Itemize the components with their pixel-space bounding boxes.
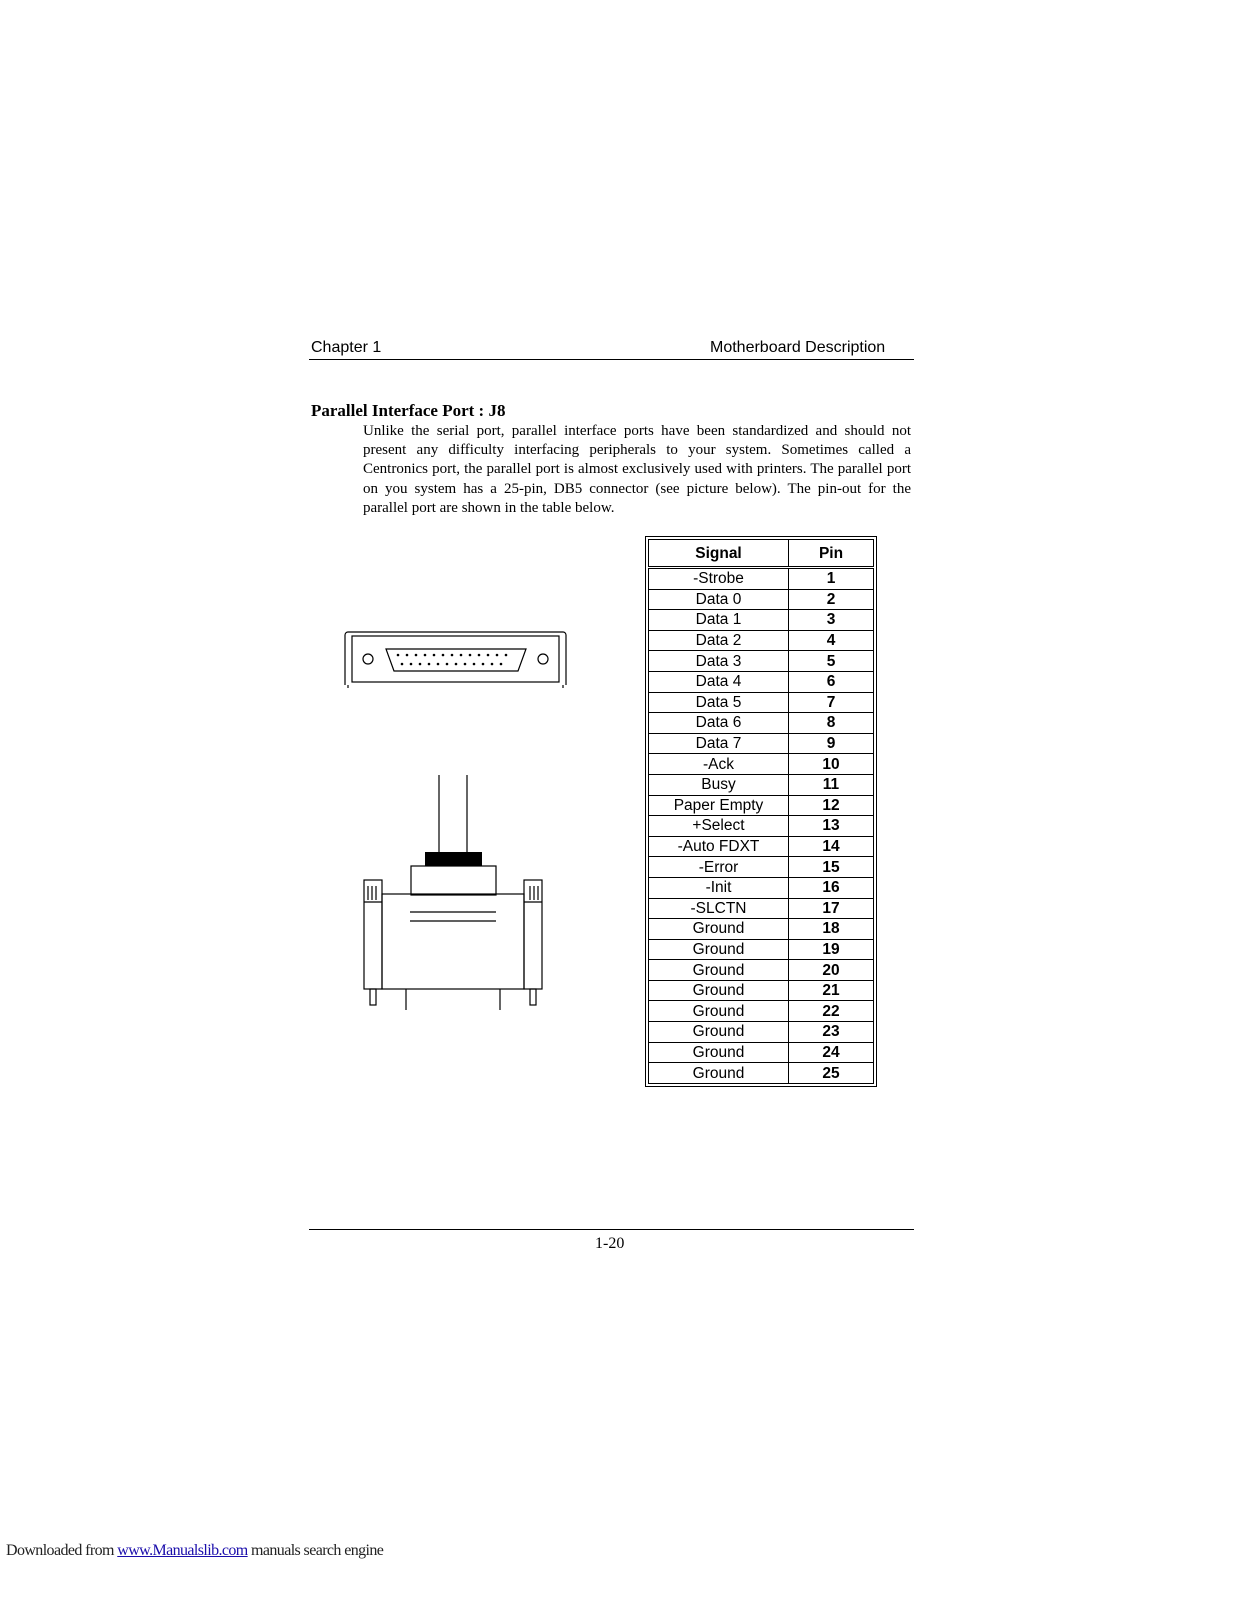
pin-cell: 12 bbox=[789, 795, 874, 816]
signal-cell: Data 7 bbox=[649, 733, 789, 754]
column-header-signal: Signal bbox=[649, 540, 789, 568]
pin-cell: 9 bbox=[789, 733, 874, 754]
table-row bbox=[649, 568, 874, 590]
download-note bbox=[6, 1542, 383, 1560]
signal-cell: Data 2 bbox=[649, 630, 789, 651]
pin-cell: 19 bbox=[789, 939, 874, 960]
signal-cell: Data 5 bbox=[649, 692, 789, 713]
signal-cell: Data 6 bbox=[649, 713, 789, 734]
pin-cell: 1 bbox=[789, 568, 874, 590]
table-row bbox=[649, 857, 874, 878]
table-row bbox=[649, 898, 874, 919]
pin-cell: 13 bbox=[789, 816, 874, 837]
pin-cell: 17 bbox=[789, 898, 874, 919]
pin-cell: 23 bbox=[789, 1022, 874, 1043]
section-header-title: Motherboard Description bbox=[710, 339, 886, 356]
signal-cell: Ground bbox=[649, 939, 789, 960]
pinout-table bbox=[648, 539, 874, 1084]
footer-rule bbox=[309, 1229, 914, 1230]
pin-cell: 24 bbox=[789, 1042, 874, 1063]
pin-cell: 5 bbox=[789, 651, 874, 672]
table-row bbox=[649, 1001, 874, 1022]
signal-cell: Data 4 bbox=[649, 671, 789, 692]
signal-cell: Ground bbox=[649, 1042, 789, 1063]
signal-cell: Ground bbox=[649, 1063, 789, 1084]
table-row bbox=[649, 671, 874, 692]
page-number: 1-20 bbox=[595, 1235, 625, 1252]
table-row bbox=[649, 651, 874, 672]
header-rule bbox=[309, 359, 914, 360]
pin-cell: 10 bbox=[789, 754, 874, 775]
signal-cell: Ground bbox=[649, 1001, 789, 1022]
signal-cell: Busy bbox=[649, 774, 789, 795]
column-header-pin: Pin bbox=[789, 540, 874, 568]
table-row bbox=[649, 960, 874, 981]
table-row bbox=[649, 836, 874, 857]
table-row bbox=[649, 774, 874, 795]
signal-cell: Paper Empty bbox=[649, 795, 789, 816]
pin-cell: 7 bbox=[789, 692, 874, 713]
table-row bbox=[649, 733, 874, 754]
table-row bbox=[649, 713, 874, 734]
pin-cell: 18 bbox=[789, 919, 874, 940]
table-row bbox=[649, 1022, 874, 1043]
pin-cell: 11 bbox=[789, 774, 874, 795]
table-row bbox=[649, 919, 874, 940]
download-note-suffix: manuals search engine bbox=[247, 1542, 384, 1559]
pin-cell: 16 bbox=[789, 877, 874, 898]
signal-cell: -Ack bbox=[649, 754, 789, 775]
signal-cell: Ground bbox=[649, 1022, 789, 1043]
pin-cell: 4 bbox=[789, 630, 874, 651]
pin-dots bbox=[397, 654, 508, 666]
pin-cell: 15 bbox=[789, 857, 874, 878]
signal-cell: Ground bbox=[649, 980, 789, 1001]
table-row bbox=[649, 630, 874, 651]
table-row bbox=[649, 877, 874, 898]
signal-cell: Ground bbox=[649, 960, 789, 981]
section-body: Unlike the serial port, parallel interface ports have been standardized and should not present any difficulty interfacing peripherals to your system. Sometimes called a Centronics port, the parallel port is almost exclusively used with printers. The parallel port on you system has a 25-pin, DB5 connector (see picture below). The pin-out for the parallel port are shown in the table below. bbox=[363, 423, 911, 516]
table-row bbox=[649, 610, 874, 631]
signal-cell: -Init bbox=[649, 877, 789, 898]
pin-cell: 22 bbox=[789, 1001, 874, 1022]
signal-cell: -Error bbox=[649, 857, 789, 878]
signal-cell: Data 1 bbox=[649, 610, 789, 631]
pin-cell: 3 bbox=[789, 610, 874, 631]
signal-cell: -SLCTN bbox=[649, 898, 789, 919]
signal-cell: Data 0 bbox=[649, 589, 789, 610]
table-row bbox=[649, 939, 874, 960]
table-row bbox=[649, 816, 874, 837]
signal-cell: +Select bbox=[649, 816, 789, 837]
pin-cell: 2 bbox=[789, 589, 874, 610]
pin-cell: 8 bbox=[789, 713, 874, 734]
chapter-label: Chapter 1 bbox=[311, 339, 382, 356]
table-row bbox=[649, 589, 874, 610]
db25-connector-diagram bbox=[330, 600, 580, 1020]
signal-cell: -Auto FDXT bbox=[649, 836, 789, 857]
pin-cell: 25 bbox=[789, 1063, 874, 1084]
table-row bbox=[649, 1063, 874, 1084]
download-note-prefix: Downloaded from bbox=[6, 1542, 118, 1559]
signal-cell: Data 3 bbox=[649, 651, 789, 672]
pin-cell: 21 bbox=[789, 980, 874, 1001]
table-row bbox=[649, 980, 874, 1001]
pin-cell: 20 bbox=[789, 960, 874, 981]
signal-cell: Ground bbox=[649, 919, 789, 940]
table-row bbox=[649, 754, 874, 775]
manualslib-link[interactable]: www.Manualslib.com bbox=[117, 1542, 248, 1559]
table-row bbox=[649, 1042, 874, 1063]
section-title: Parallel Interface Port : J8 bbox=[311, 401, 506, 420]
pin-cell: 14 bbox=[789, 836, 874, 857]
table-row bbox=[649, 692, 874, 713]
signal-cell: -Strobe bbox=[649, 568, 789, 590]
table-row bbox=[649, 795, 874, 816]
pin-cell: 6 bbox=[789, 671, 874, 692]
pinout-table-frame bbox=[645, 536, 877, 1087]
